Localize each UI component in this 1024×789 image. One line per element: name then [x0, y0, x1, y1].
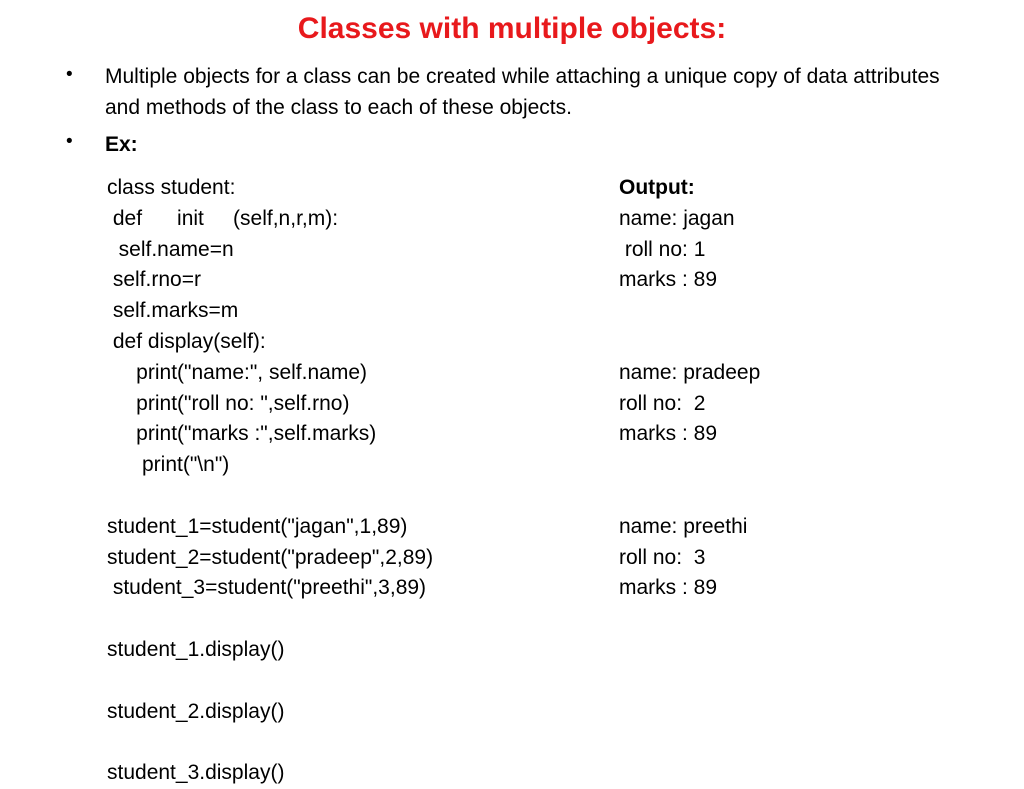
code-line: print("\n") [107, 453, 230, 477]
code-line: student_1.display() [107, 637, 285, 661]
output-line: marks : 89 [619, 422, 718, 446]
code-line: student_3.display() [107, 761, 285, 785]
output-listing [619, 173, 760, 604]
code-line [107, 481, 433, 512]
output-line: roll no: 2 [619, 391, 706, 415]
bullet-description: Multiple objects for a class can be created while attaching a unique copy of data attributes and methods of the class to each of these objects. [105, 65, 940, 119]
bullet-marker: • [66, 64, 73, 85]
bullet-marker: • [66, 131, 73, 152]
code-line: student_1=student("jagan",1,89) [107, 514, 408, 538]
code-line: student_2=student("pradeep",2,89) [107, 545, 434, 569]
output-line: name: pradeep [619, 360, 761, 384]
code-line: print("name:", self.name) [107, 360, 367, 384]
code-line: student_3=student("preethi",3,89) [107, 576, 427, 600]
output-line: marks : 89 [619, 576, 718, 600]
output-line: name: preethi [619, 514, 748, 538]
output-line: roll no: 1 [619, 237, 706, 261]
slide-title: Classes with multiple objects: [297, 12, 727, 45]
output-line: roll no: 3 [619, 545, 706, 569]
bullet-example-label: Ex: [105, 133, 138, 156]
code-line [107, 666, 433, 697]
code-line: print("marks :",self.marks) [107, 422, 377, 446]
code-line: def init (self,n,r,m): [107, 206, 339, 230]
code-line: self.rno=r [107, 268, 201, 292]
code-line: student_2.display() [107, 699, 285, 723]
code-line: class student: [107, 176, 236, 199]
output-line: marks : 89 [619, 268, 718, 292]
output-line: name: jagan [619, 206, 735, 230]
code-line [107, 727, 433, 758]
output-line [619, 450, 760, 481]
code-line: self.marks=m [107, 299, 239, 323]
output-line [619, 481, 760, 512]
code-line: def display(self): [107, 329, 266, 353]
output-heading: Output: [619, 176, 695, 199]
code-line: self.name=n [107, 237, 234, 261]
code-listing [107, 173, 433, 789]
code-line: print("roll no: ",self.rno) [107, 391, 350, 415]
output-line [619, 296, 760, 327]
code-line [107, 604, 433, 635]
output-line [619, 327, 760, 358]
